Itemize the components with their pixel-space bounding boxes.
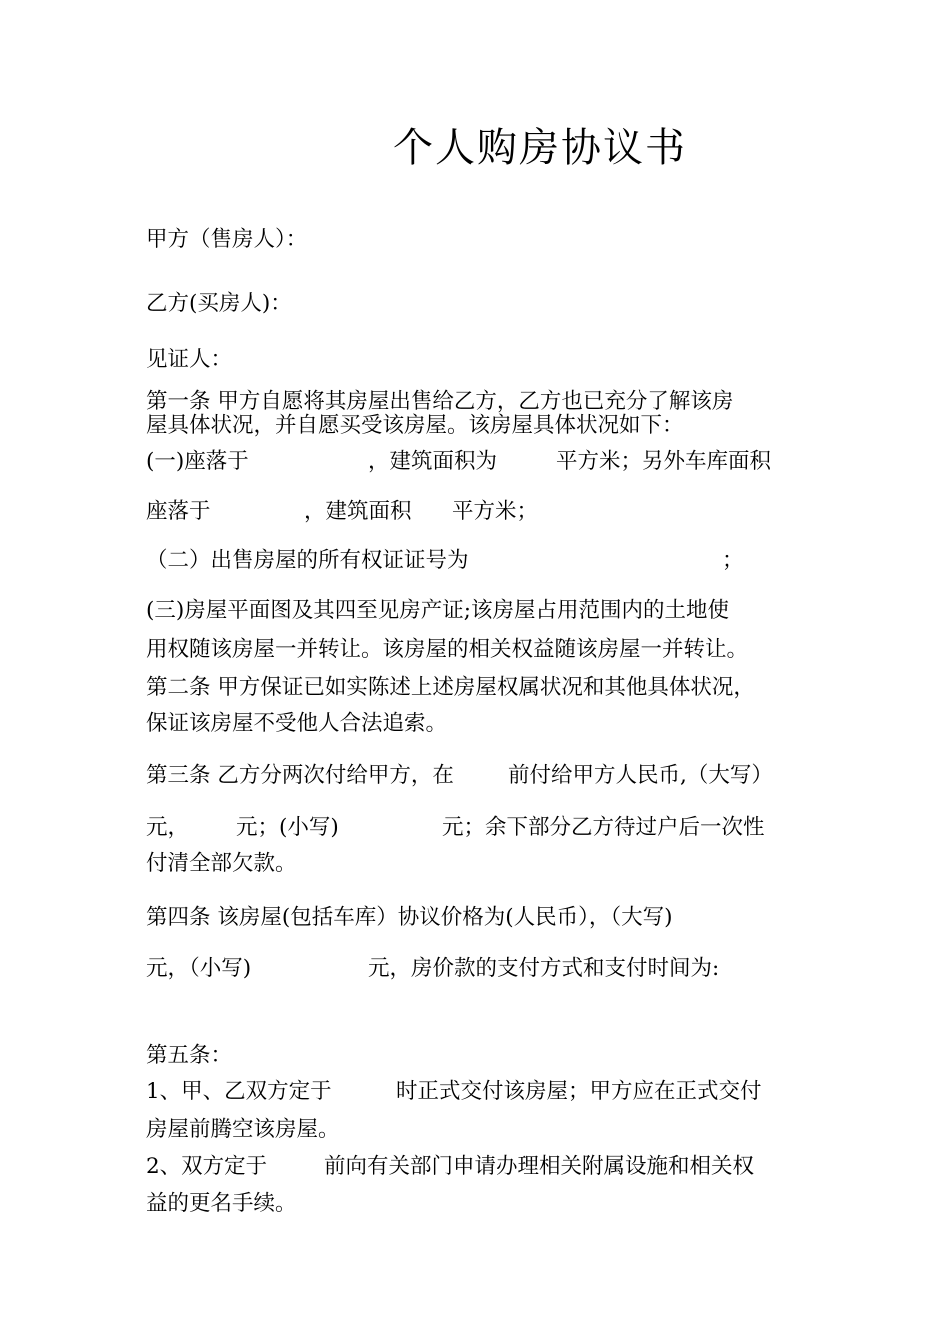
garage-area-unit: 平方米； — [452, 499, 539, 524]
party-a-line: 甲方（售房人）： — [146, 227, 308, 252]
item-2-end: ； — [722, 548, 744, 573]
article-5-label: 第五条： — [146, 1043, 233, 1068]
article-2-line-2: 保证该房屋不受他人合法追索。 — [146, 711, 448, 736]
item-1-garage-label: 平方米；另外车库面积 — [556, 449, 772, 474]
article-3-lowercase-label: 元；(小写) — [236, 815, 339, 840]
article-3-line-3: 付清全部欠款。 — [146, 851, 297, 876]
item-1-location-label: (一)座落于 — [146, 449, 249, 474]
article-4-lowercase-label: 元，（小写) — [146, 956, 252, 981]
article-5-item-2-label: 2、双方定于 — [146, 1154, 268, 1179]
article-5-item-2-application: 前向有关部门申请办理相关附属设施和相关权 — [324, 1154, 755, 1179]
article-5-item-2-line-2: 益的更名手续。 — [146, 1191, 297, 1216]
document-title: 个人购房协议书 — [393, 125, 687, 171]
witness-line: 见证人： — [146, 347, 233, 372]
item-1-area-label: ，建筑面积为 — [368, 449, 498, 474]
garage-area-label: ，建筑面积 — [304, 499, 412, 524]
article-1-line-1: 第一条 甲方自愿将其房屋出售给乙方，乙方也已充分了解该房 — [146, 389, 734, 414]
article-4-payment-label: 元，房价款的支付方式和支付时间为: — [368, 956, 720, 981]
article-5-item-1-delivery: 时正式交付该房屋；甲方应在正式交付 — [396, 1079, 762, 1104]
item-3-line-2: 用权随该房屋一并转让。该房屋的相关权益随该房屋一并转让。 — [146, 637, 749, 662]
article-3-remainder-label: 元；余下部分乙方待过户后一次性 — [442, 815, 765, 840]
party-b-line: 乙方(买房人)： — [146, 291, 292, 316]
article-5-item-1-label: 1、甲、乙双方定于 — [146, 1079, 332, 1104]
article-2-line-1: 第二条 甲方保证已如实陈述上述房屋权属状况和其他具体状况， — [146, 675, 755, 700]
item-3-line-1: (三)房屋平面图及其四至见房产证;该房屋占用范围内的土地使 — [146, 598, 730, 623]
item-2-label: （二）出售房屋的所有权证证号为 — [146, 548, 469, 573]
article-3-label: 第三条 乙方分两次付给甲方，在 — [146, 763, 454, 788]
article-3-prepay-label: 前付给甲方人民币,（大写） — [508, 763, 773, 788]
garage-location-label: 座落于 — [146, 499, 211, 524]
article-5-item-1-line-2: 房屋前腾空该房屋。 — [146, 1117, 340, 1142]
article-3-yuan-1: 元， — [146, 815, 190, 840]
article-4-line-1: 第四条 该房屋(包括车库）协议价格为(人民币），（大写) — [146, 905, 673, 930]
article-1-line-2: 屋具体状况，并自愿买受该房屋。该房屋具体状况如下： — [146, 413, 684, 438]
